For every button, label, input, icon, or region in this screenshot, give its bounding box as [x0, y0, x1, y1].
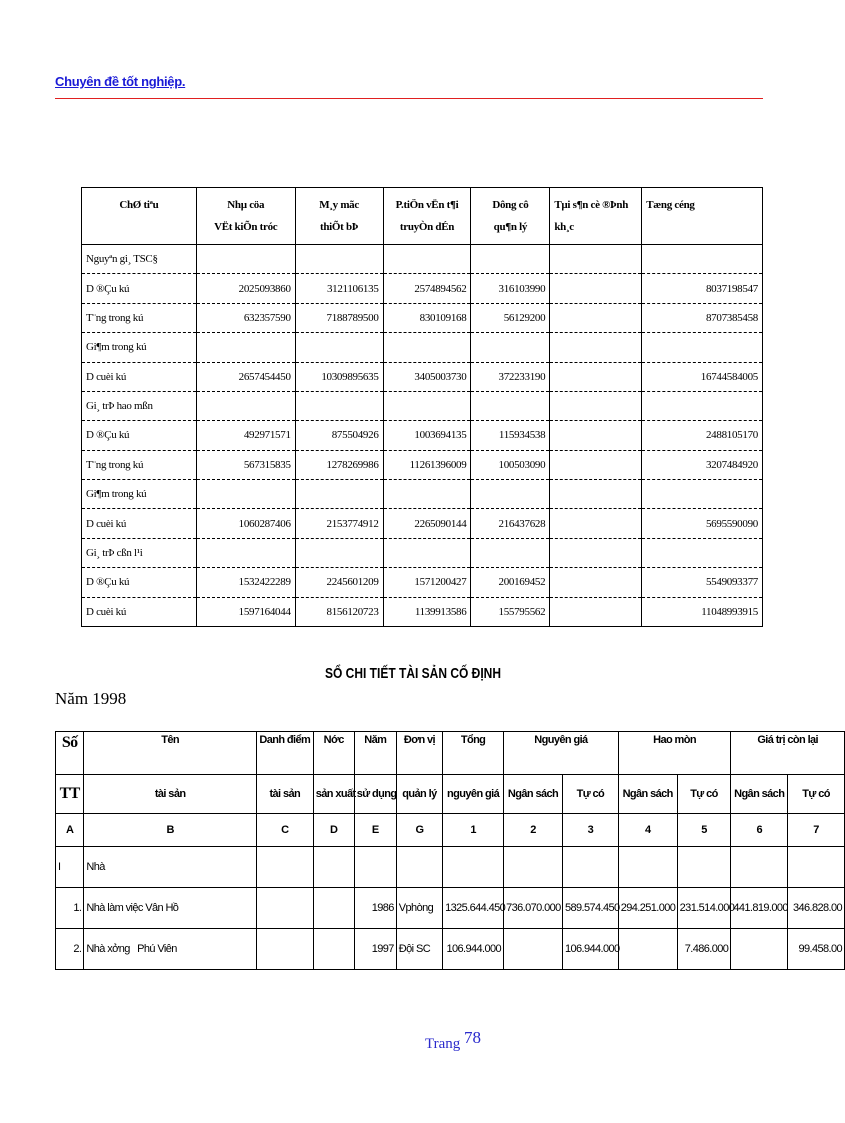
table1-cell [550, 538, 642, 567]
ledger-header-row-1 [56, 732, 845, 775]
ledger-cell-name: Nhà [84, 847, 257, 888]
ledger-header-row-2 [56, 775, 845, 814]
ledger-header-cell: Tự có [788, 775, 845, 814]
table1-cell [383, 480, 471, 509]
ledger-header-cell: 2 [504, 814, 563, 847]
table1-cell: 8707385458 [642, 303, 763, 332]
ledger-header-row-3 [56, 814, 845, 847]
ledger-header-cell: Tự có [677, 775, 731, 814]
table1-cell: 1571200427 [383, 568, 471, 597]
table1-cell: 2265090144 [383, 509, 471, 538]
table1-row [82, 597, 763, 627]
ledger-cell [354, 847, 396, 888]
table1-cell [295, 333, 383, 362]
ledger-cell: 736.070.000 [504, 888, 563, 929]
table1-cell: 316103990 [471, 274, 550, 303]
table1-cell [471, 538, 550, 567]
ledger-cell: 1325.644.450 [443, 888, 504, 929]
table1-cell [295, 538, 383, 567]
ledger-header-cell: quản lý [396, 775, 442, 814]
table1-cell: 3207484920 [642, 450, 763, 479]
ledger-header-cell: tài sản [84, 775, 257, 814]
table1-row [82, 245, 763, 274]
table1-row-label: D cuèi kú [82, 597, 197, 627]
table1-cell: 200169452 [471, 568, 550, 597]
table1-row-label: Gi¸ trÞ cßn l¹i [82, 538, 197, 567]
table1-cell [550, 391, 642, 420]
table1-cell: 1278269986 [295, 450, 383, 479]
table1-cell [383, 333, 471, 362]
page-number-value: 78 [464, 1028, 482, 1047]
table1-row [82, 450, 763, 479]
table1-cell [295, 391, 383, 420]
ledger-header-cell: Danh điểm [256, 732, 313, 775]
ledger-header-cell: sản xuất [313, 775, 354, 814]
page-header [55, 74, 763, 99]
table1-cell [196, 480, 295, 509]
ledger-cell: 346.828.00 [788, 888, 845, 929]
table1-row-label: T¨ng trong kú [82, 303, 197, 332]
ledger-cell: 99.458.00 [788, 929, 845, 970]
table1-cell [550, 568, 642, 597]
table1-cell [196, 391, 295, 420]
table1-cell: 1139913586 [383, 597, 471, 627]
fixed-asset-summary-table [81, 187, 763, 627]
table1-cell: 1003694135 [383, 421, 471, 450]
table1-row [82, 421, 763, 450]
table1-cell [383, 391, 471, 420]
table1-row-label: D cuèi kú [82, 509, 197, 538]
table1-header-cell: ChØ tiªu [82, 188, 197, 245]
table1-cell: 2153774912 [295, 509, 383, 538]
table1-cell [471, 480, 550, 509]
table1-row [82, 362, 763, 391]
table1-cell [550, 421, 642, 450]
table1-cell [295, 480, 383, 509]
table1-row-label: Gi¶m trong kú [82, 480, 197, 509]
table1-header-cell: Tµi s¶n cè ®Þnh kh¸c [550, 188, 642, 245]
table1-header-cell: M¸y mãc thiÕt bÞ [295, 188, 383, 245]
ledger-cell: 1997 [354, 929, 396, 970]
table1-row [82, 538, 763, 567]
table1-row [82, 568, 763, 597]
ledger-cell [443, 847, 504, 888]
table1-cell [383, 245, 471, 274]
table1-cell [550, 509, 642, 538]
table1-cell: 1597164044 [196, 597, 295, 627]
ledger-header-cell: Nớc [313, 732, 354, 775]
table1-cell: 8037198547 [642, 274, 763, 303]
ledger-cell [313, 929, 354, 970]
table1-cell [550, 303, 642, 332]
table1-cell [550, 333, 642, 362]
ledger-cell: 294.251.000 [618, 888, 677, 929]
table1-row [82, 303, 763, 332]
table1-row-label: Nguyªn gi¸ TSC§ [82, 245, 197, 274]
table1-cell: 1532422289 [196, 568, 295, 597]
table1-cell: 1060287406 [196, 509, 295, 538]
ledger-header-cell: Ngân sách [618, 775, 677, 814]
table1-cell [642, 245, 763, 274]
table1-header-row [82, 188, 763, 245]
table1-row-label: Gi¸ trÞ hao mßn [82, 391, 197, 420]
table1-cell [471, 333, 550, 362]
table1-row-label: D ®Çu kú [82, 568, 197, 597]
table1-row-label: D ®Çu kú [82, 274, 197, 303]
ledger-cell [677, 847, 731, 888]
ledger-cell [618, 847, 677, 888]
table1-cell: 2488105170 [642, 421, 763, 450]
table1-row [82, 480, 763, 509]
table1-cell: 155795562 [471, 597, 550, 627]
table1-cell: 8156120723 [295, 597, 383, 627]
table1-cell [642, 391, 763, 420]
ledger-cell: 589.574.450 [562, 888, 618, 929]
table1-cell [471, 391, 550, 420]
table1-cell [471, 245, 550, 274]
ledger-cell: 231.514.000 [677, 888, 731, 929]
fixed-asset-ledger-table [55, 731, 842, 981]
ledger-cell-stt: 1. [56, 888, 84, 929]
table1-cell: 2657454450 [196, 362, 295, 391]
ledger-header-cell: tài sản [256, 775, 313, 814]
table1-cell: 492971571 [196, 421, 295, 450]
ledger-cell [256, 847, 313, 888]
ledger-header-cell: E [354, 814, 396, 847]
table1-cell [550, 274, 642, 303]
ledger-header-cell: nguyên giá [443, 775, 504, 814]
ledger-title: SỔ CHI TIẾT TÀI SẢN CỐ ĐỊNH [325, 665, 502, 682]
ledger-cell: Vphòng [396, 888, 442, 929]
ledger-header-cell: Tổng [443, 732, 504, 775]
ledger-row [56, 929, 845, 970]
table1-cell: 11261396009 [383, 450, 471, 479]
table1-cell: 216437628 [471, 509, 550, 538]
ledger-header-cell: Ngân sách [504, 775, 563, 814]
ledger-cell: 1986 [354, 888, 396, 929]
ledger-year: Năm 1998 [55, 689, 127, 708]
ledger-cell [504, 929, 563, 970]
ledger-header-cell: B [84, 814, 257, 847]
table1-cell: 372233190 [471, 362, 550, 391]
ledger-cell [788, 847, 845, 888]
ledger-cell: 106.944.000 [562, 929, 618, 970]
table1-cell: 632357590 [196, 303, 295, 332]
ledger-header-cell: 3 [562, 814, 618, 847]
header-title: Chuyên đề tốt nghiệp. [55, 74, 186, 89]
page-label: Trang [425, 1036, 461, 1052]
ledger-cell: 106.944.000 [443, 929, 504, 970]
ledger-header-cell: A [56, 814, 84, 847]
ledger-header-cell: Ngân sách [731, 775, 788, 814]
ledger-cell-name: Nhà làm việc Vân Hồ [84, 888, 257, 929]
ledger-cell: 441.819.000 [731, 888, 788, 929]
table1-cell [642, 480, 763, 509]
ledger-header-cell: G [396, 814, 442, 847]
ledger-header-cell: 7 [788, 814, 845, 847]
table1-cell [642, 333, 763, 362]
ledger-header-cell: Giá trị còn lại [731, 732, 845, 775]
table1-header-cell: Dông cô qu¶n lý [471, 188, 550, 245]
ledger-cell-stt: 2. [56, 929, 84, 970]
table1-cell: 5695590090 [642, 509, 763, 538]
table1-cell: 2245601209 [295, 568, 383, 597]
table1-cell: 875504926 [295, 421, 383, 450]
table1-cell [550, 480, 642, 509]
table1-header-cell: Tæng céng [642, 188, 763, 245]
ledger-header-cell: 4 [618, 814, 677, 847]
ledger-row [56, 847, 845, 888]
ledger-header-cell: Số [56, 732, 84, 775]
table1-cell: 5549093377 [642, 568, 763, 597]
table1-cell: 10309895635 [295, 362, 383, 391]
ledger-header-cell: Nguyên giá [504, 732, 619, 775]
ledger-header-cell: D [313, 814, 354, 847]
ledger-header-cell: 6 [731, 814, 788, 847]
ledger-cell [313, 888, 354, 929]
table1-cell [383, 538, 471, 567]
table1-cell [196, 538, 295, 567]
table1-cell [550, 450, 642, 479]
table1-cell [196, 245, 295, 274]
ledger-cell: Đội SC [396, 929, 442, 970]
table1-row-label: Gi¶m trong kú [82, 333, 197, 362]
ledger-header-cell: TT [56, 775, 84, 814]
ledger-header-cell: Đơn vị [396, 732, 442, 775]
table1-cell [295, 245, 383, 274]
table1-cell [550, 597, 642, 627]
table1-cell [642, 538, 763, 567]
table1-row [82, 333, 763, 362]
table1-cell: 567315835 [196, 450, 295, 479]
ledger-cell [504, 847, 563, 888]
ledger-cell [256, 888, 313, 929]
ledger-cell [731, 847, 788, 888]
table1-cell: 3121106135 [295, 274, 383, 303]
page-number [425, 1028, 482, 1053]
table1-header-cell: Nhµ cöa VËt kiÕn tróc [196, 188, 295, 245]
ledger-cell [396, 847, 442, 888]
table1-row-label: D cuèi kú [82, 362, 197, 391]
table1-cell: 16744584005 [642, 362, 763, 391]
table1-cell [550, 362, 642, 391]
table1-row-label: T¨ng trong kú [82, 450, 197, 479]
table1-cell: 7188789500 [295, 303, 383, 332]
table1-cell: 56129200 [471, 303, 550, 332]
ledger-cell [256, 929, 313, 970]
table1-cell: 11048993915 [642, 597, 763, 627]
ledger-cell: 7.486.000 [677, 929, 731, 970]
ledger-cell-name: Nhà xởng Phú Viên [84, 929, 257, 970]
ledger-header-cell: 5 [677, 814, 731, 847]
ledger-cell [313, 847, 354, 888]
table1-header-cell: P.tiÖn vËn t¶i truyÒn dÉn [383, 188, 471, 245]
table1-cell [550, 245, 642, 274]
table1-cell [196, 333, 295, 362]
ledger-header-cell: Tên [84, 732, 257, 775]
ledger-header-cell: Tự có [562, 775, 618, 814]
table1-cell: 100503090 [471, 450, 550, 479]
ledger-cell [618, 929, 677, 970]
ledger-header-cell: 1 [443, 814, 504, 847]
table1-row [82, 274, 763, 303]
table1-row [82, 509, 763, 538]
table1-cell: 3405003730 [383, 362, 471, 391]
ledger-header-cell: Năm [354, 732, 396, 775]
ledger-header-cell: Hao mòn [618, 732, 731, 775]
ledger-header-cell: sử dụng [354, 775, 396, 814]
ledger-cell [562, 847, 618, 888]
table1-cell: 2574894562 [383, 274, 471, 303]
ledger-row [56, 888, 845, 929]
table1-cell: 2025093860 [196, 274, 295, 303]
ledger-cell [731, 929, 788, 970]
ledger-cell-stt: I [56, 847, 84, 888]
table1-cell: 115934538 [471, 421, 550, 450]
ledger-header-cell: C [256, 814, 313, 847]
table1-row [82, 391, 763, 420]
table1-row-label: D ®Çu kú [82, 421, 197, 450]
table1-cell: 830109168 [383, 303, 471, 332]
